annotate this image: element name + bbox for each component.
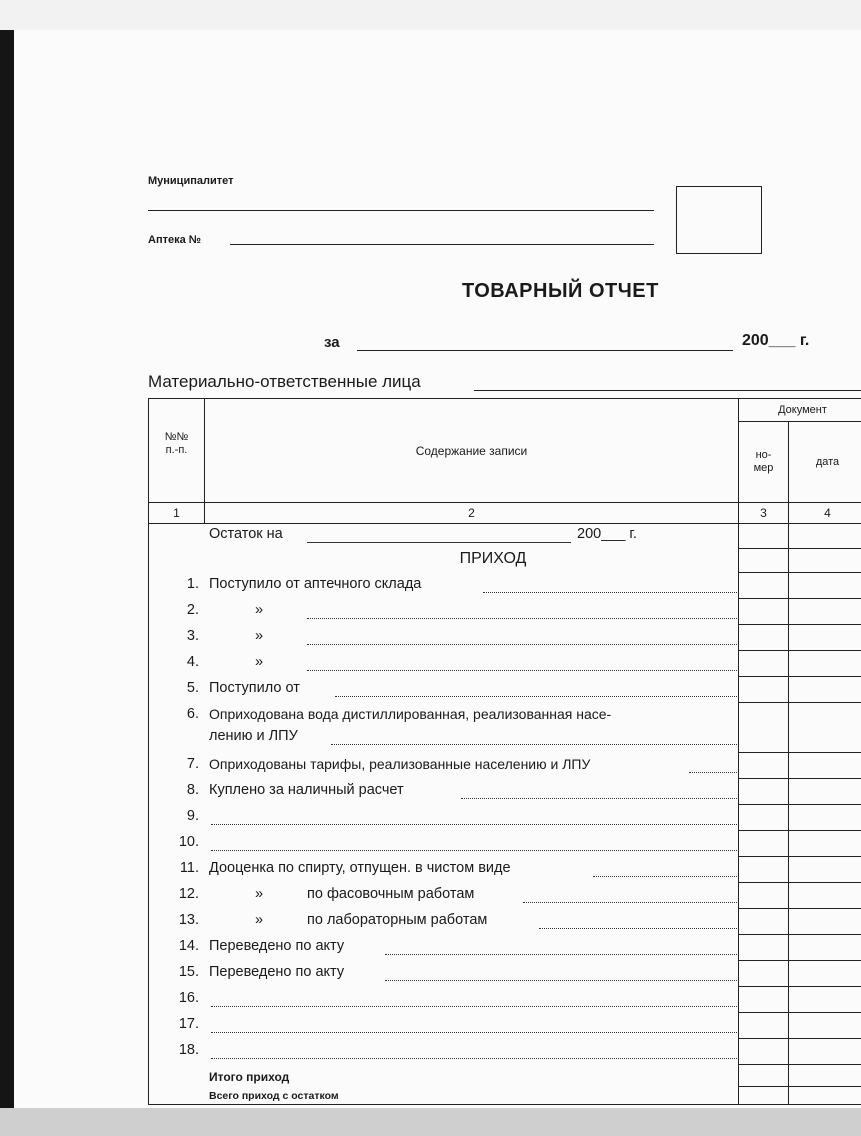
year-label: 200___ г. bbox=[742, 332, 810, 349]
list-item: 1. Поступило от аптечного склада bbox=[149, 576, 739, 598]
balance-row bbox=[149, 526, 739, 548]
col-number-3: 3 bbox=[739, 503, 789, 524]
background-bottom bbox=[0, 1108, 861, 1136]
col-num-header: №№ п.-п. bbox=[149, 399, 205, 503]
list-item: 3. » bbox=[149, 628, 739, 650]
list-item: 18. bbox=[149, 1042, 739, 1064]
list-item: 4. » bbox=[149, 654, 739, 676]
municipality-label: Муниципалитет bbox=[148, 175, 234, 187]
list-item: 13. » по лабораторным работам bbox=[149, 912, 739, 934]
col-number-2: 2 bbox=[205, 503, 739, 524]
entries-cell bbox=[149, 524, 739, 1105]
period-label: за bbox=[324, 334, 340, 351]
list-item: 2. » bbox=[149, 602, 739, 624]
balance-label: Остаток на bbox=[209, 526, 283, 542]
doc-date-column bbox=[789, 524, 861, 1105]
list-item: 17. bbox=[149, 1016, 739, 1038]
doc-number-header: но- мер bbox=[739, 422, 789, 503]
list-item: 10. bbox=[149, 834, 739, 856]
pharmacy-line bbox=[230, 244, 654, 245]
stamp-box bbox=[676, 186, 762, 254]
responsible-label: Материально-ответственные лица bbox=[148, 372, 421, 391]
list-item: 7. Оприходованы тарифы, реализованные населению и ЛПУ bbox=[149, 756, 739, 778]
list-item: 14. Переведено по акту bbox=[149, 938, 739, 960]
total-with-balance-row: Всего приход с остатком bbox=[209, 1090, 339, 1102]
col-content-header: Содержание записи bbox=[205, 399, 739, 503]
list-item: 6. Оприходована вода дистиллированная, реализованная насе- bbox=[186, 706, 612, 722]
list-item: 12. » по фасовочным работам bbox=[149, 886, 739, 908]
period-line bbox=[357, 350, 733, 351]
responsible-line bbox=[474, 390, 861, 391]
balance-year: 200___ г. bbox=[577, 526, 637, 542]
total-income-row: Итого приход bbox=[209, 1070, 290, 1084]
list-item: 8. Куплено за наличный расчет bbox=[149, 782, 739, 804]
background-top bbox=[0, 0, 861, 30]
page-title: ТОВАРНЫЙ ОТЧЕТ bbox=[462, 280, 659, 302]
list-item: 11. Дооценка по спирту, отпущен. в чистом виде bbox=[149, 860, 739, 882]
list-item: 9. bbox=[149, 808, 739, 830]
doc-number-column bbox=[739, 524, 789, 1105]
report-table bbox=[148, 398, 861, 1105]
scan-edge bbox=[0, 30, 14, 1115]
municipality-line bbox=[148, 210, 654, 211]
list-item: 16. bbox=[149, 990, 739, 1012]
list-item-continuation: лению и ЛПУ bbox=[149, 728, 739, 750]
section-title: ПРИХОД bbox=[459, 550, 527, 567]
pharmacy-label: Аптека № bbox=[148, 234, 202, 246]
list-item: 5. Поступило от bbox=[149, 680, 739, 702]
col-number-1: 1 bbox=[149, 503, 205, 524]
col-number-4: 4 bbox=[789, 503, 861, 524]
doc-date-header: дата bbox=[789, 422, 861, 503]
list-item: 15. Переведено по акту bbox=[149, 964, 739, 986]
doc-header: Документ bbox=[739, 399, 861, 422]
